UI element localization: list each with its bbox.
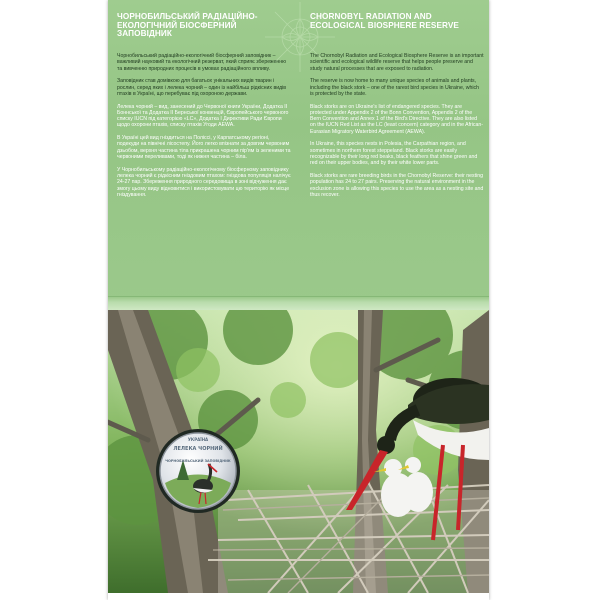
fold-line bbox=[108, 296, 489, 310]
coin-title-text: ЛЕЛЕКА ЧОРНИЙ bbox=[173, 446, 223, 452]
ukrainian-paragraph-3: Лелека чорний – вид, занесений до Червоної книги України, Додатка II Боннської та Додатка II Бернської конвенцій, Європейського червоного списку IUCN під категорією «LC», Додатка I Директиви Ради Європи щодо охорони птахів, списку птахів Угоди AEWA. bbox=[117, 103, 289, 129]
english-paragraph-4: In Ukraine, this species nests in Polesia, the Carpathian region, and sometimes in northern forest steppeland. Black storks are easily recognizable by their long red beaks, black feathers that shine green and red on their upper bodies, and by their white lower parts. bbox=[310, 141, 478, 167]
english-title: CHORNOBYL RADIATION AND ECOLOGICAL BIOSPHERE RESERVE bbox=[310, 12, 459, 30]
english-paragraph-3: Black storks are on Ukraine's list of endangered species. They are protected under Appendix 2 of the Bonn Convention, Appendix 2 of the Bern Convention and Annex 1 of the Bird's Directive. They are also listed on the IUCN Red List as the LC (least concern) category and in the African-Eurasian Migratory Waterbird Agreement (AEWA). bbox=[310, 103, 484, 135]
ukrainian-paragraph-4: В Україні цей вид гніздиться на Поліссі, у Карпатському регіоні, подекуди на північні лісостепу. Його легко впізнати за довгим червоним дзьобом, верхня частина тіла прикрашена чорним пір'ям із зеленими та червоними переливами, тоді як нижня частина – біла. bbox=[117, 135, 291, 161]
ukrainian-paragraph-1: Чорнобильський радіаційно-екологічний біосферний заповідник – важливий науковий та екологічний резерват, який сприяє збереженню та вивченню природних процесів в умовах радіаційного впливу. bbox=[117, 53, 287, 72]
coin-subtitle-text: ЧОРНОБИЛЬСЬКИЙ ЗАПОВІДНИК bbox=[165, 459, 231, 463]
ukrainian-column bbox=[117, 13, 291, 205]
english-paragraph-1: The Chornobyl Radiation and Ecological Biosphere Reserve is an important scientific and ecological wildlife reserve that helps people preserve and study natural processes that are exposed to radiation. bbox=[310, 53, 484, 72]
ukrainian-paragraph-5: У Чорнобильському радіаційно-екологічному біосферному заповіднику лелека чорний є рідкісним гніздовим птахом: гніздова популяція налічує 24-27 пар. Збереження природного середовища в зоні відчуження дає змогу цьому виду відновитися і використовувати цю територію як місце гніздування. bbox=[117, 166, 291, 198]
ukrainian-paragraph-2: Заповідник став домівкою для багатьох унікальних видів тварин і рослин, серед яких і лелека чорний – один із найбільш рідкісних видів птахів в Україні, що перебуває під охороною держави. bbox=[117, 78, 287, 97]
english-paragraph-2: The reserve is now home to many unique species of animals and plants, including the black stork – one of the rarest bird species in Ukraine, which is protected by the state. bbox=[310, 78, 479, 97]
commemorative-coin bbox=[155, 428, 241, 514]
english-paragraph-5: Black storks are rare breeding birds in the Chornobyl Reserve: their nesting population has 24 to 27 pairs. Preserving the natural environment in the exclusion zone is allowing this species to use the area as a nesting site and thus recover. bbox=[310, 173, 484, 198]
english-column bbox=[310, 13, 484, 205]
coin-country-text: УКРАЇНА bbox=[187, 437, 209, 442]
ukrainian-title: ЧОРНОБИЛЬСЬКИЙ РАДІАЦІЙНО-ЕКОЛОГІЧНИЙ БІОСФЕРНИЙ ЗАПОВІДНИК bbox=[117, 12, 258, 39]
